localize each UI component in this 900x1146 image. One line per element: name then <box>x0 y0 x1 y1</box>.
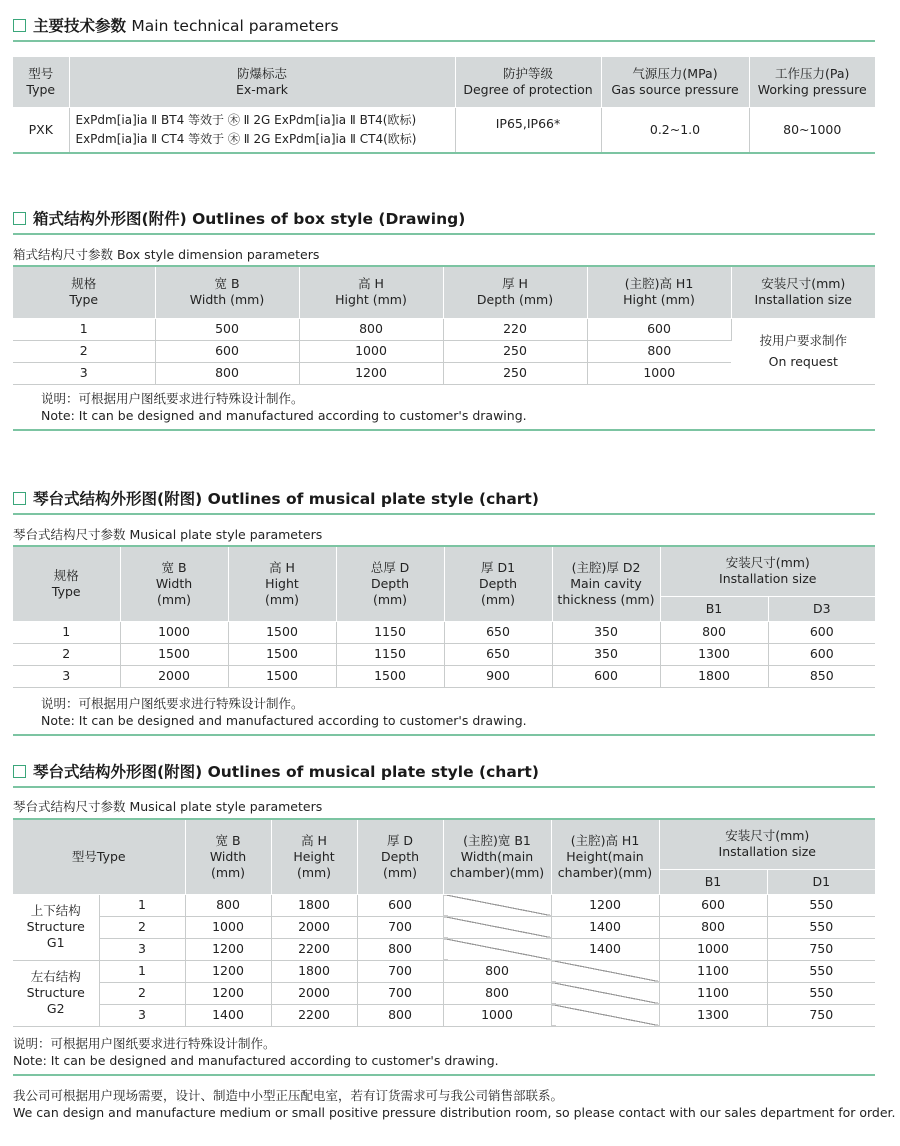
text-line: 宽 B <box>161 559 187 575</box>
header-cell <box>13 57 69 107</box>
text-line: 厚 H <box>502 276 528 292</box>
cell: 800 <box>443 982 551 1004</box>
text-line: thickness (mm) <box>557 591 655 607</box>
cell: 2 <box>99 916 185 938</box>
text-line: 型号 <box>28 65 54 81</box>
cell: 700 <box>357 916 443 938</box>
cell: 650 <box>444 643 552 665</box>
empty-diagonal-cell <box>443 916 551 938</box>
text-line: Main cavity <box>570 575 642 591</box>
text-line: Height(main <box>566 848 644 864</box>
text-line: 高 H <box>301 832 327 848</box>
text-line: Depth <box>370 575 410 591</box>
text-line: (主腔)厚 D2 <box>571 559 641 575</box>
text-line: Height <box>293 848 335 864</box>
subheader-cell: D3 <box>768 596 875 621</box>
install-size-cell <box>731 318 875 384</box>
cell: 1500 <box>228 665 336 687</box>
empty-diagonal-cell <box>551 982 659 1004</box>
text-line: (mm) <box>210 864 246 880</box>
table-row <box>13 665 875 687</box>
table-header-row <box>13 546 875 596</box>
header-cell <box>120 546 228 621</box>
header-cell <box>155 266 299 318</box>
text-line: Hight <box>265 575 299 591</box>
section-divider <box>13 40 875 42</box>
cell: 1000 <box>443 1004 551 1026</box>
cell: 3 <box>13 362 155 384</box>
table-header-row <box>13 819 875 869</box>
text-line: Hight (mm) <box>335 292 407 308</box>
header-cell <box>551 819 659 894</box>
table-row <box>13 318 875 340</box>
subheader-cell: B1 <box>659 869 767 894</box>
cell: 2 <box>13 643 120 665</box>
group-label-g1 <box>13 894 99 960</box>
cell: 800 <box>357 938 443 960</box>
exmark-cell <box>69 107 455 153</box>
cell: 1300 <box>660 643 768 665</box>
text-line: 安装尺寸(mm) <box>725 828 810 844</box>
cell: 600 <box>155 340 299 362</box>
text-line: Depth <box>478 575 518 591</box>
table-row <box>13 621 875 643</box>
text-line: 安装尺寸(mm) <box>761 276 846 292</box>
text-line: 安装尺寸(mm) <box>725 555 810 571</box>
text-line: Width <box>155 575 193 591</box>
cell: 600 <box>659 894 767 916</box>
table-header-row <box>13 57 875 107</box>
footer <box>13 1087 896 1121</box>
text-line: Gas source pressure <box>611 81 739 97</box>
section-divider <box>13 786 875 788</box>
cell: 2 <box>99 982 185 1004</box>
cell: 1500 <box>228 643 336 665</box>
cell: 550 <box>767 960 875 982</box>
text-line: (mm) <box>296 864 332 880</box>
text-line: 总厚 D <box>370 559 410 575</box>
cell: 1000 <box>587 362 731 384</box>
table-header-row <box>13 266 875 318</box>
cell: 550 <box>767 916 875 938</box>
text-line: Ex-mark <box>235 81 289 97</box>
cell: 1800 <box>271 894 357 916</box>
header-cell <box>13 546 120 621</box>
note-cn: 说明：可根据用户图纸要求进行特殊设计制作。 <box>41 696 304 711</box>
empty-diagonal-cell <box>551 960 659 982</box>
text-line: (mm) <box>156 591 192 607</box>
type-cell: PXK <box>13 107 69 153</box>
cell: 800 <box>660 621 768 643</box>
text-line: Type <box>69 292 99 308</box>
text-line: Width (mm) <box>189 292 265 308</box>
cell: 800 <box>587 340 731 362</box>
text-line: 宽 B <box>215 832 241 848</box>
cell: 600 <box>768 643 875 665</box>
table-subtitle: 箱式结构尺寸参数 Box style dimension parameters <box>13 247 320 262</box>
empty-diagonal-cell <box>443 938 551 960</box>
text-line: 上下结构 <box>30 903 81 918</box>
subheader-cell: B1 <box>660 596 768 621</box>
cell: 1 <box>13 318 155 340</box>
header-cell <box>13 266 155 318</box>
header-cell <box>444 546 552 621</box>
cell: 1200 <box>185 938 271 960</box>
cell: 3 <box>99 1004 185 1026</box>
text-line: 防爆标志 <box>236 65 287 81</box>
text-line: G2 <box>46 1001 65 1016</box>
text-line: chamber)(mm) <box>449 864 545 880</box>
cell: 2000 <box>271 982 357 1004</box>
cell: 1000 <box>185 916 271 938</box>
text-line: Installation size <box>754 292 852 308</box>
header-cell <box>659 819 875 869</box>
cell: 800 <box>443 960 551 982</box>
cell: 2200 <box>271 938 357 960</box>
table-row <box>13 107 875 153</box>
section-divider <box>13 429 875 431</box>
cell: 3 <box>99 938 185 960</box>
cell: 1300 <box>659 1004 767 1026</box>
table-row <box>13 960 875 982</box>
cell: 1200 <box>185 982 271 1004</box>
cell: 1 <box>99 894 185 916</box>
cell: 1150 <box>336 621 444 643</box>
cell: 1100 <box>659 960 767 982</box>
cell: 1500 <box>336 665 444 687</box>
cell: 600 <box>587 318 731 340</box>
text-line: (主腔)高 H1 <box>570 832 640 848</box>
cell: 800 <box>155 362 299 384</box>
text-line: Width <box>209 848 247 864</box>
cell: 600 <box>552 665 660 687</box>
cell: 1200 <box>185 960 271 982</box>
cell: 800 <box>299 318 443 340</box>
section-title-box-style: 箱式结构外形图(附件) Outlines of box style (Drawing) <box>13 207 465 229</box>
cell: 650 <box>444 621 552 643</box>
cell: 750 <box>767 938 875 960</box>
note-en: Note: It can be designed and manufactured according to customer's drawing. <box>13 1053 499 1068</box>
header-cell <box>455 57 601 107</box>
working-pressure-cell: 80~1000 <box>749 107 875 153</box>
cell: 1200 <box>299 362 443 384</box>
cell: 700 <box>357 960 443 982</box>
table-row <box>13 982 875 1004</box>
cell: 550 <box>767 982 875 1004</box>
header-cell <box>587 266 731 318</box>
cell: 850 <box>768 665 875 687</box>
note-cn: 说明：可根据用户图纸要求进行特殊设计制作。 <box>41 391 304 406</box>
cell: 1400 <box>185 1004 271 1026</box>
exmark-line: ExPdm[ia]ia Ⅱ BT4 等效于 ㊍ Ⅱ 2G ExPdm[ia]ia Ⅱ BT4(欧标) <box>75 112 417 127</box>
table-row <box>13 643 875 665</box>
cell: 220 <box>443 318 587 340</box>
text-line: 型号Type <box>71 848 126 864</box>
checkbox-square-icon <box>13 212 26 225</box>
cell: 1500 <box>120 643 228 665</box>
text-line: 厚 D <box>386 832 414 848</box>
header-cell <box>185 819 271 894</box>
cell: 2200 <box>271 1004 357 1026</box>
text-line: Structure <box>26 919 85 934</box>
section-divider <box>13 233 875 235</box>
group-label-g2 <box>13 960 99 1026</box>
table-row <box>13 916 875 938</box>
text-line: (mm) <box>372 591 408 607</box>
note-en: Note: It can be designed and manufactured according to customer's drawing. <box>41 408 527 423</box>
table-row <box>13 894 875 916</box>
note-en: Note: It can be designed and manufactured according to customer's drawing. <box>41 713 527 728</box>
cell: 700 <box>357 982 443 1004</box>
table-row <box>13 1004 875 1026</box>
cell: 1000 <box>299 340 443 362</box>
header-cell <box>357 819 443 894</box>
text-line: Type <box>26 81 56 97</box>
text-line: 规格 <box>53 567 79 583</box>
header-cell <box>443 266 587 318</box>
cell: 800 <box>659 916 767 938</box>
text-line: Depth (mm) <box>476 292 554 308</box>
header-cell <box>731 266 875 318</box>
text-line: 高 H <box>269 559 295 575</box>
header-cell <box>443 819 551 894</box>
cell: 550 <box>767 894 875 916</box>
table-row <box>13 938 875 960</box>
section-divider <box>13 513 875 515</box>
cell: 1000 <box>659 938 767 960</box>
header-cell <box>552 546 660 621</box>
checkbox-square-icon <box>13 765 26 778</box>
cell: 1 <box>99 960 185 982</box>
cell: 250 <box>443 362 587 384</box>
text-line: Installation size <box>718 844 816 860</box>
note-cn: 说明：可根据用户图纸要求进行特殊设计制作。 <box>13 1036 276 1051</box>
table-subtitle: 琴台式结构尺寸参数 Musical plate style parameters <box>13 527 323 542</box>
header-cell <box>13 819 185 894</box>
text-line: (mm) <box>264 591 300 607</box>
footer-cn: 我公司可根据用户现场需要，设计、制造中小型正压配电室，若有订货需求可与我公司销售部联系。 <box>13 1088 564 1103</box>
cell: 2000 <box>271 916 357 938</box>
header-cell <box>601 57 749 107</box>
text-line: 宽 B <box>214 276 240 292</box>
text-line: (mm) <box>382 864 418 880</box>
cell: 500 <box>155 318 299 340</box>
text-line: Structure <box>26 985 85 1000</box>
header-cell <box>660 546 875 596</box>
text-line: 高 H <box>358 276 384 292</box>
text-line: 工作压力(Pa) <box>775 65 850 81</box>
text-line: 防护等级 <box>502 65 553 81</box>
cell: 1000 <box>120 621 228 643</box>
table-subtitle: 琴台式结构尺寸参数 Musical plate style parameters <box>13 799 323 814</box>
cell: 1400 <box>551 916 659 938</box>
text-line: Working pressure <box>757 81 867 97</box>
text-line: (主腔)宽 B1 <box>463 832 531 848</box>
section-divider <box>13 734 875 736</box>
text-line: 规格 <box>71 276 97 292</box>
exmark-line: ExPdm[ia]ia Ⅱ CT4 等效于 ㊍ Ⅱ 2G ExPdm[ia]ia Ⅱ CT4(欧标) <box>75 131 417 146</box>
main-params-table <box>13 57 875 154</box>
section-divider <box>13 1074 875 1076</box>
text-line: 厚 D1 <box>480 559 516 575</box>
cell: 1150 <box>336 643 444 665</box>
cell: 250 <box>443 340 587 362</box>
header-cell <box>336 546 444 621</box>
header-cell <box>69 57 455 107</box>
empty-diagonal-cell <box>551 1004 659 1026</box>
box-style-table <box>13 265 875 385</box>
cell: 1800 <box>660 665 768 687</box>
text-line: 左右结构 <box>30 969 81 984</box>
cell: 1500 <box>228 621 336 643</box>
empty-diagonal-cell <box>443 894 551 916</box>
cell: 1800 <box>271 960 357 982</box>
text-line: G1 <box>46 935 65 950</box>
cell: 900 <box>444 665 552 687</box>
cell: 750 <box>767 1004 875 1026</box>
cell: 350 <box>552 643 660 665</box>
cell: 600 <box>357 894 443 916</box>
note <box>13 695 527 729</box>
cell: 350 <box>552 621 660 643</box>
header-cell <box>271 819 357 894</box>
cell: 1200 <box>551 894 659 916</box>
cell: 800 <box>185 894 271 916</box>
cell: 1 <box>13 621 120 643</box>
header-cell <box>228 546 336 621</box>
note <box>13 390 527 424</box>
header-cell <box>749 57 875 107</box>
section-title-musical-plate: 琴台式结构外形图(附图) Outlines of musical plate style (chart) <box>13 487 539 509</box>
header-cell <box>299 266 443 318</box>
text-line: On request <box>768 354 838 369</box>
text-line: Depth <box>380 848 420 864</box>
cell: 600 <box>768 621 875 643</box>
cell: 2 <box>13 340 155 362</box>
text-line: Installation size <box>719 571 817 587</box>
text-line: chamber)(mm) <box>557 864 653 880</box>
text-line: (主腔)高 H1 <box>624 276 694 292</box>
subheader-cell: D1 <box>767 869 875 894</box>
footer-en: We can design and manufacture medium or small positive pressure distribution room, so please contact with our sales department for order. <box>13 1105 896 1120</box>
cell: 2000 <box>120 665 228 687</box>
cell: 1400 <box>551 938 659 960</box>
text-line: Width(main <box>460 848 534 864</box>
text-line: 气源压力(MPa) <box>632 65 718 81</box>
section-title-musical-plate-2: 琴台式结构外形图(附图) Outlines of musical plate style (chart) <box>13 760 539 782</box>
text-line: Hight (mm) <box>623 292 695 308</box>
musical-plate-table-1 <box>13 545 875 688</box>
musical-plate-table-2 <box>13 818 875 1027</box>
text-line: 按用户要求制作 <box>759 333 847 348</box>
text-line: Type <box>51 583 81 599</box>
text-line: (mm) <box>480 591 516 607</box>
cell: 3 <box>13 665 120 687</box>
checkbox-square-icon <box>13 19 26 32</box>
protection-cell: IP65,IP66* <box>455 107 601 153</box>
checkbox-square-icon <box>13 492 26 505</box>
cell: 1100 <box>659 982 767 1004</box>
text-line: Degree of protection <box>463 81 593 97</box>
note <box>13 1035 499 1069</box>
cell: 800 <box>357 1004 443 1026</box>
section-title-main-params: 主要技术参数 Main technical parameters <box>13 14 339 36</box>
gas-pressure-cell: 0.2~1.0 <box>601 107 749 153</box>
